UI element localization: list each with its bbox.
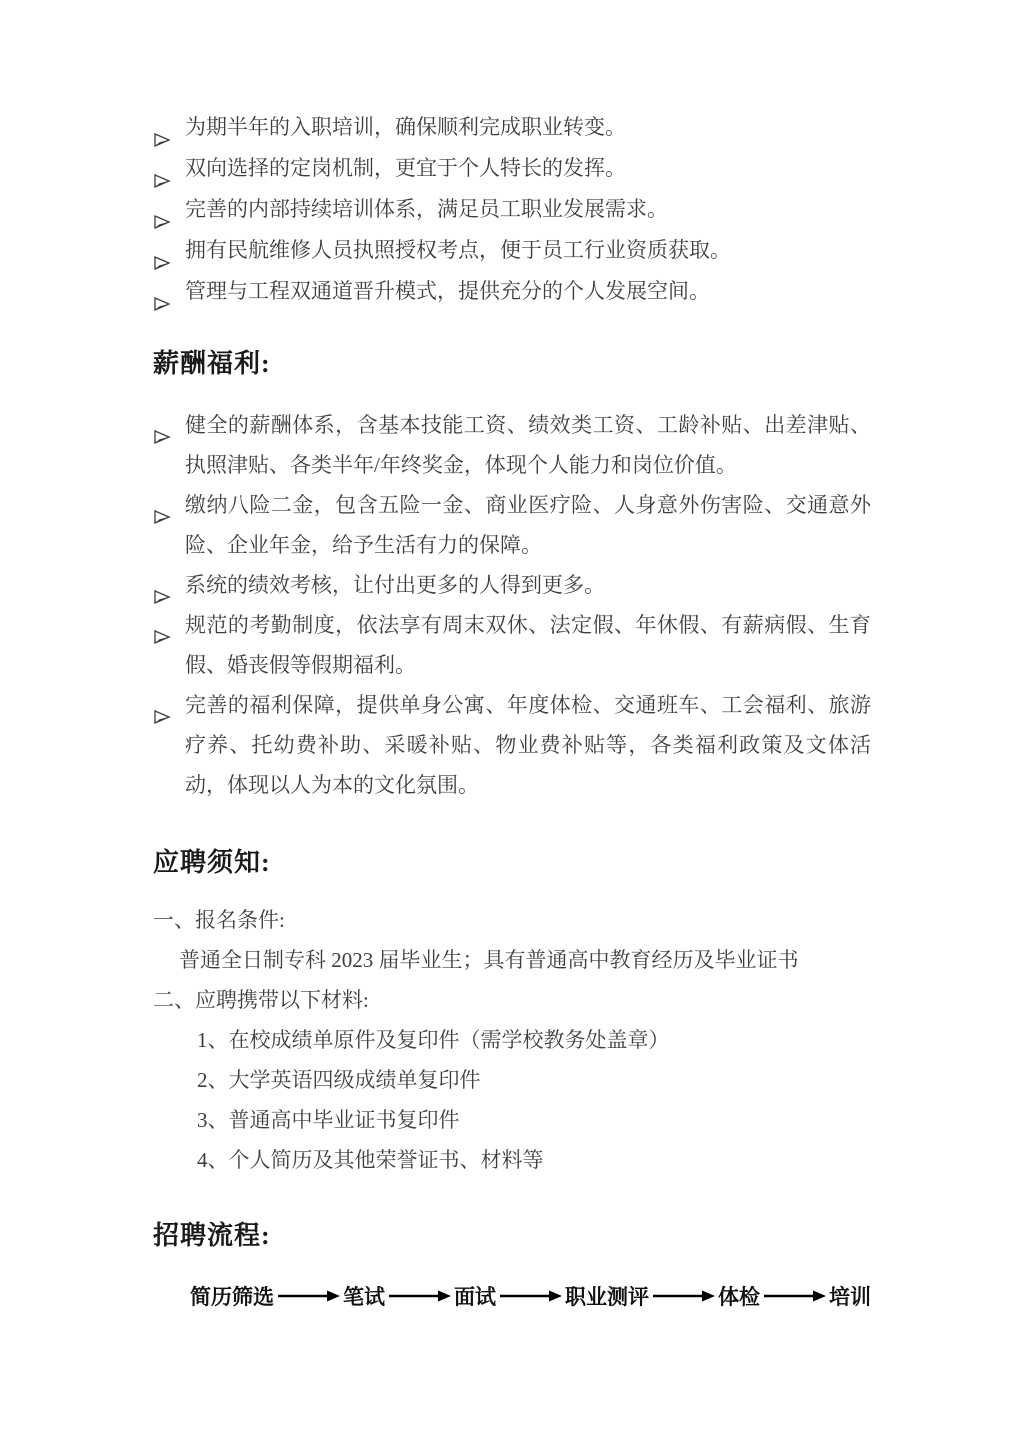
flow-step: 笔试 [343,1285,385,1309]
list-item [153,685,871,805]
salary-section-heading: 薪酬福利: [153,349,271,378]
salary-benefits-list [153,405,871,805]
list-item-text: 拥有民航维修人员执照授权考点，便于员工行业资质获取。 [185,238,731,262]
list-item [153,230,871,271]
arrow-bullet-icon [153,243,171,257]
intro-benefits-list [153,107,871,312]
flow-arrow-icon [277,1289,341,1303]
material-item: 2、大学英语四级成绩单复印件 [197,1068,481,1092]
arrow-bullet-icon [153,284,171,298]
list-item-text: 为期半年的入职培训，确保顺利完成职业转变。 [185,115,626,139]
notice-item-1-label: 一、报名条件: [153,908,285,932]
list-item [153,107,871,148]
material-item: 1、在校成绩单原件及复印件（需学校教务处盖章） [197,1028,670,1052]
arrow-bullet-icon [153,161,171,175]
list-item-text: 系统的绩效考核，让付出更多的人得到更多。 [185,573,605,597]
material-item: 3、普通高中毕业证书复印件 [197,1108,460,1132]
arrow-bullet-icon [153,617,171,631]
flow-arrow-icon [388,1289,452,1303]
list-item [153,565,871,605]
arrow-bullet-icon [153,202,171,216]
notice-item-1-detail: 普通全日制专科 2023 届毕业生；具有普通高中教育经历及毕业证书 [179,948,799,972]
flow-step: 培训 [829,1285,871,1309]
list-item-text: 健全的薪酬体系，含基本技能工资、绩效类工资、工龄补贴、出差津贴、执照津贴、各类半年/年终奖金，体现个人能力和岗位价值。 [185,413,871,477]
notice-item-2-label: 二、应聘携带以下材料: [153,988,369,1012]
arrow-bullet-icon [153,120,171,134]
list-item-text: 完善的福利保障，提供单身公寓、年度体检、交通班车、工会福利、旅游疗养、托幼费补助、采暖补贴、物业费补贴等，各类福利政策及文体活动，体现以人为本的文化氛围。 [185,693,871,797]
notice-section-heading: 应聘须知: [153,848,271,877]
list-item [153,405,871,485]
flow-step: 体检 [718,1285,760,1309]
list-item-text: 规范的考勤制度，依法享有周末双休、法定假、年休假、有薪病假、生育假、婚丧假等假期福利。 [185,613,871,677]
list-item-text: 管理与工程双通道晋升模式，提供充分的个人发展空间。 [185,279,710,303]
arrow-bullet-icon [153,497,171,511]
material-item: 4、个人简历及其他荣誉证书、材料等 [197,1148,544,1172]
recruitment-flow-diagram [190,1275,871,1317]
list-item [153,485,871,565]
arrow-bullet-icon [153,697,171,711]
flow-step: 职业测评 [565,1285,649,1309]
flow-arrow-icon [499,1289,563,1303]
flow-arrow-icon [652,1289,716,1303]
flow-arrow-icon [763,1289,827,1303]
flow-step: 简历筛选 [190,1285,274,1309]
process-section-heading: 招聘流程: [153,1221,271,1250]
notice-block [153,900,871,1180]
list-item [153,189,871,230]
arrow-bullet-icon [153,577,171,591]
list-item-text: 完善的内部持续培训体系，满足员工职业发展需求。 [185,197,668,221]
list-item [153,271,871,312]
list-item [153,605,871,685]
list-item [153,148,871,189]
list-item-text: 双向选择的定岗机制，更宜于个人特长的发挥。 [185,156,626,180]
document-content [153,107,871,1317]
flow-step: 面试 [454,1285,496,1309]
arrow-bullet-icon [153,417,171,431]
list-item-text: 缴纳八险二金，包含五险一金、商业医疗险、人身意外伤害险、交通意外险、企业年金，给予生活有力的保障。 [185,493,871,557]
